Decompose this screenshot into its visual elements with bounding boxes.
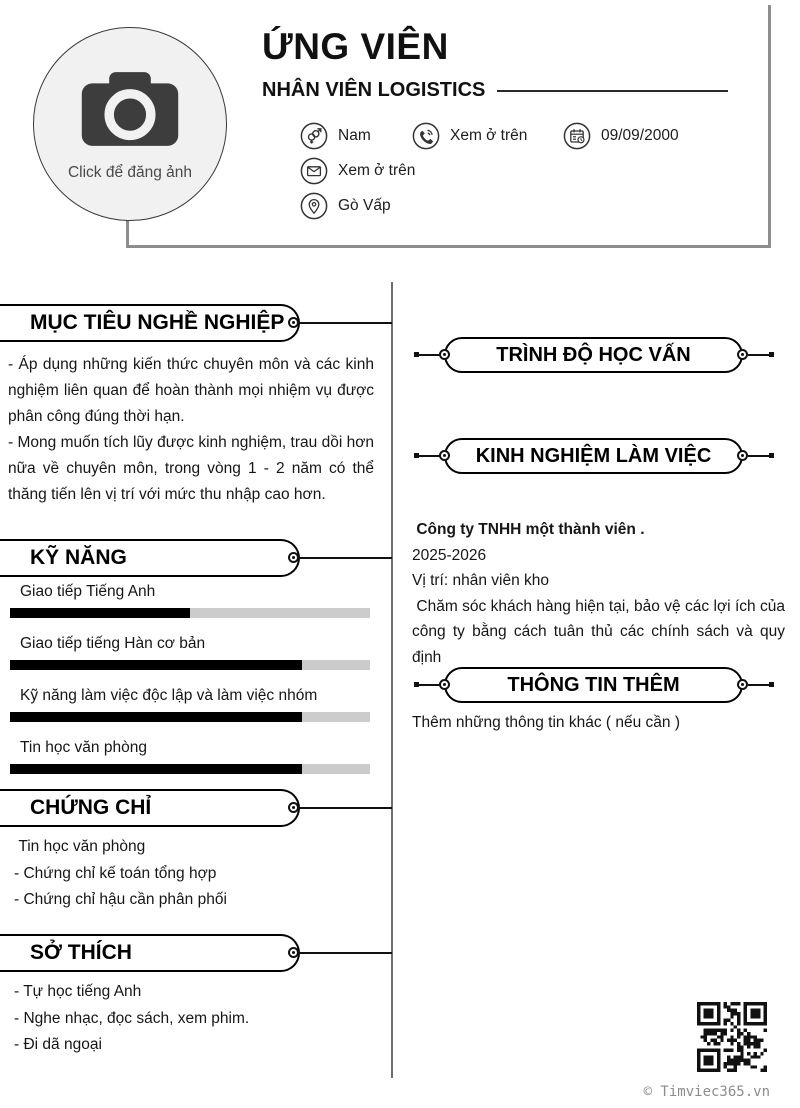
connector-node-icon	[737, 349, 748, 360]
contact-phone-value: Xem ở trên	[450, 127, 528, 144]
contact-email	[300, 157, 415, 185]
header-frame-right	[768, 5, 771, 248]
certificates-list	[14, 834, 374, 914]
connector-line	[299, 807, 392, 809]
skill-item	[0, 583, 375, 618]
contact-gender	[300, 122, 371, 150]
objective-paragraph: - Mong muốn tích lũy được kinh nghiệm, trau dồi hơn nữa về chuyên môn, trong vòng 1 - 2 năm có thể thăng tiến lên vị trí với mức thu nhập cao hơn.	[8, 434, 379, 503]
section-title: SỞ THÍCH	[30, 941, 132, 964]
section-title: KINH NGHIỆM LÀM VIỆC	[475, 444, 712, 467]
section-header-additional	[444, 667, 743, 703]
experience-description: Chăm sóc khách hàng hiện tại, bảo vệ các lợi ích của công ty bằng cách tuân thủ các chính sách và quy định	[412, 597, 790, 666]
section-title: MỤC TIÊU NGHỀ NGHIỆP	[30, 311, 285, 334]
skill-bar-track	[10, 608, 370, 618]
camera-icon	[78, 67, 182, 154]
photo-upload-label: Click để đăng ảnh	[67, 163, 193, 181]
experience-position: Vị trí: nhân viên kho	[412, 572, 549, 589]
skill-label: Giao tiếp Tiếng Anh	[20, 583, 156, 600]
certificate-item: - Chứng chỉ hậu cần phân phối	[14, 891, 227, 908]
skill-bar-fill	[10, 764, 302, 774]
contact-birthday	[563, 122, 679, 150]
skill-bar-track	[10, 660, 370, 670]
section-header-experience	[444, 438, 743, 474]
connector-cap	[769, 682, 774, 687]
contact-address	[300, 192, 391, 220]
calendar-icon	[563, 122, 591, 150]
contact-gender-value: Nam	[338, 127, 371, 144]
hobby-item: - Nghe nhạc, đọc sách, xem phim.	[14, 1009, 250, 1027]
connector-line	[299, 952, 392, 954]
skill-item	[0, 635, 375, 670]
candidate-name: ỨNG VIÊN	[262, 26, 449, 67]
contact-birthday-value: 09/09/2000	[601, 127, 679, 144]
section-title: CHỨNG CHỈ	[30, 796, 152, 819]
section-header-hobbies	[0, 934, 300, 972]
skill-bar-fill	[10, 712, 302, 722]
copyright-text: © Timviec365.vn	[643, 1084, 770, 1100]
section-header-certificates	[0, 789, 300, 827]
connector-line	[748, 455, 771, 457]
column-divider	[391, 282, 393, 1078]
skill-label: Kỹ năng làm việc độc lập và làm việc nhóm	[20, 687, 318, 704]
phone-icon	[412, 122, 440, 150]
location-icon	[300, 192, 328, 220]
experience-entry	[412, 517, 790, 670]
hobby-item: - Đi dã ngoại	[14, 1036, 102, 1053]
experience-company: Công ty TNHH một thành viên .	[412, 521, 645, 538]
qr-code	[697, 1002, 767, 1072]
job-title-row	[262, 79, 728, 102]
certificate-item: - Chứng chỉ kế toán tổng hợp	[14, 864, 217, 882]
job-title: NHÂN VIÊN LOGISTICS	[262, 79, 486, 101]
section-header-education	[444, 337, 743, 373]
hobbies-list	[14, 979, 374, 1059]
section-title: THÔNG TIN THÊM	[507, 673, 680, 696]
connector-node-icon	[737, 450, 748, 461]
connector-line	[299, 322, 392, 324]
hobby-item: - Tự học tiếng Anh	[14, 983, 142, 1000]
connector-node-icon	[288, 802, 299, 813]
connector-cap	[769, 352, 774, 357]
certificate-item: Tin học văn phòng	[14, 838, 146, 855]
connector-line	[748, 684, 771, 686]
section-header-skills	[0, 539, 300, 577]
experience-period: 2025-2026	[412, 546, 487, 564]
section-title: TRÌNH ĐỘ HỌC VẤN	[496, 343, 691, 366]
skill-item	[0, 739, 375, 774]
connector-line	[748, 354, 771, 356]
connector-node-icon	[439, 349, 450, 360]
header-frame-bottom	[126, 245, 771, 248]
additional-note: Thêm những thông tin khác ( nếu cần )	[412, 714, 681, 731]
skill-bar-fill	[10, 608, 190, 618]
contact-phone	[412, 122, 527, 150]
skill-label: Giao tiếp tiếng Hàn cơ bản	[20, 635, 206, 652]
section-title: KỸ NĂNG	[30, 546, 127, 569]
objective-paragraph: - Áp dụng những kiến thức chuyên môn và các kinh nghiệm liên quan để hoàn thành mọi nhiệm vụ được phân công đúng thời hạn.	[8, 356, 379, 425]
connector-node-icon	[737, 679, 748, 690]
connector-node-icon	[288, 947, 299, 958]
skill-bar-track	[10, 712, 370, 722]
connector-node-icon	[288, 552, 299, 563]
objective-paragraphs	[8, 352, 379, 508]
section-header-objective	[0, 304, 300, 342]
skill-label: Tin học văn phòng	[20, 739, 147, 756]
job-title-rule	[497, 90, 728, 92]
connector-node-icon	[288, 317, 299, 328]
connector-node-icon	[439, 450, 450, 461]
skill-bar-fill	[10, 660, 302, 670]
photo-upload-placeholder[interactable]	[33, 27, 227, 221]
connector-line	[299, 557, 392, 559]
contact-email-value: Xem ở trên	[338, 162, 416, 179]
connector-cap	[769, 453, 774, 458]
email-icon	[300, 157, 328, 185]
skill-item	[0, 687, 375, 722]
contact-address-value: Gò Vấp	[338, 197, 391, 214]
gender-icon	[300, 122, 328, 150]
connector-node-icon	[439, 679, 450, 690]
skill-bar-track	[10, 764, 370, 774]
